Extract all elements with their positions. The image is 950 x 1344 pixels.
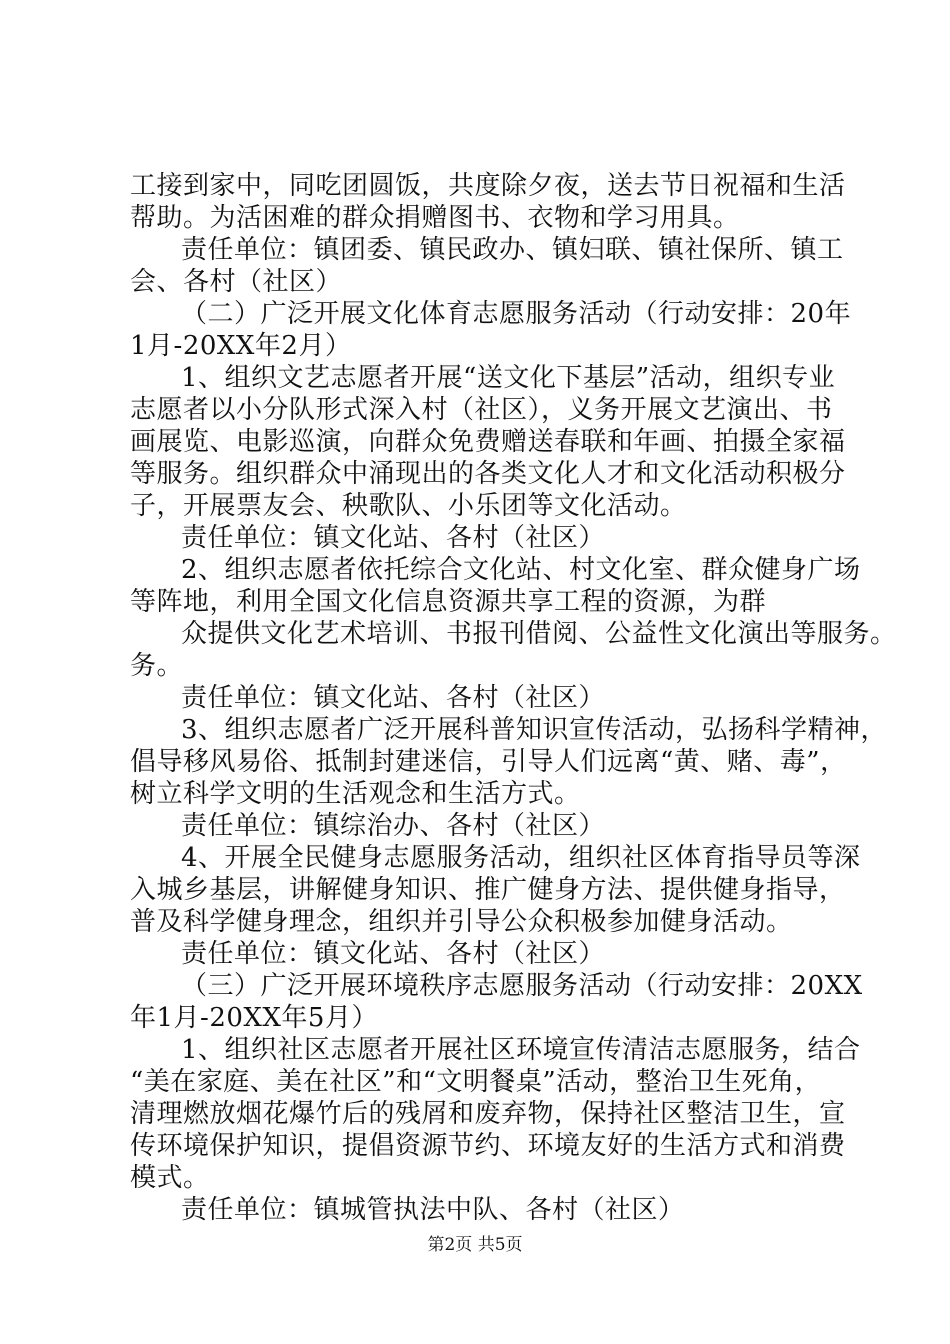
text-line: 工接到家中，同吃团圆饭，共度除夕夜，送去节日祝福和生活 [130, 171, 846, 201]
text-line: （三）广泛开展环境秩序志愿服务活动（行动安排：20XX [181, 971, 863, 1001]
text-line: 等阵地，利用全国文化信息资源共享工程的资源，为群 [130, 587, 767, 617]
text-line: “美在家庭、美在社区”和“文明餐桌”活动，整治卫生死角， [130, 1067, 822, 1097]
text-line: 等服务。组织群众中涌现出的各类文化人才和文化活动积极分 [130, 459, 846, 489]
text-line: 倡导移风易俗、抵制封建迷信，引导人们远离“黄、赌、毒”， [130, 747, 847, 777]
text-line: 4、开展全民健身志愿服务活动，组织社区体育指导员等深 [181, 843, 861, 873]
text-line: 传环境保护知识，提倡资源节约、环境友好的生活方式和消费 [130, 1131, 846, 1161]
text-line: 责任单位：镇文化站、各村（社区） [181, 683, 606, 713]
text-line: 1、组织社区志愿者开展社区环境宣传清洁志愿服务，结合 [181, 1035, 861, 1065]
text-line: 帮助。为活困难的群众捐赠图书、衣物和学习用具。 [130, 203, 740, 233]
text-line: 责任单位：镇文化站、各村（社区） [181, 939, 606, 969]
text-line: 1月-20XX年2月） [130, 331, 352, 361]
text-line: 责任单位：镇综治办、各村（社区） [181, 811, 606, 841]
text-line: 模式。 [130, 1163, 210, 1193]
text-line: 志愿者以小分队形式深入村（社区），义务开展文艺演出、书 [130, 395, 833, 425]
text-line: 责任单位：镇团委、镇民政办、镇妇联、镇社保所、镇工 [181, 235, 844, 265]
text-line: 1、组织文艺志愿者开展“送文化下基层”活动，组织专业 [181, 363, 836, 393]
text-line: 树立科学文明的生活观念和生活方式。 [130, 779, 581, 809]
text-line: 入城乡基层，讲解健身知识、推广健身方法、提供健身指导， [130, 875, 846, 905]
text-line: （二）广泛开展文化体育志愿服务活动（行动安排：20年 [181, 299, 852, 329]
text-line: 会、各村（社区） [130, 267, 343, 297]
text-line: 普及科学健身理念，组织并引导公众积极参加健身活动。 [130, 907, 793, 937]
text-line: 2、组织志愿者依托综合文化站、村文化室、群众健身广场 [181, 555, 861, 585]
text-line: 众提供文化艺术培训、书报刊借阅、公益性文化演出等服务。 [181, 619, 897, 649]
page-number-footer: 第2页 共5页 [427, 1235, 523, 1255]
text-line: 3、组织志愿者广泛开展科普知识宣传活动，弘扬科学精神， [181, 715, 888, 745]
text-line: 责任单位：镇文化站、各村（社区） [181, 523, 606, 553]
text-line: 画展览、电影巡演，向群众免费赠送春联和年画、拍摄全家福 [130, 427, 846, 457]
text-line: 清理燃放烟花爆竹后的残屑和废弃物，保持社区整洁卫生，宣 [130, 1099, 846, 1129]
text-line: 责任单位：镇城管执法中队、各村（社区） [181, 1195, 685, 1225]
text-line: 务。 [130, 651, 184, 681]
text-line: 子，开展票友会、秧歌队、小乐团等文化活动。 [130, 491, 687, 521]
text-line: 年1月-20XX年5月） [130, 1003, 378, 1033]
